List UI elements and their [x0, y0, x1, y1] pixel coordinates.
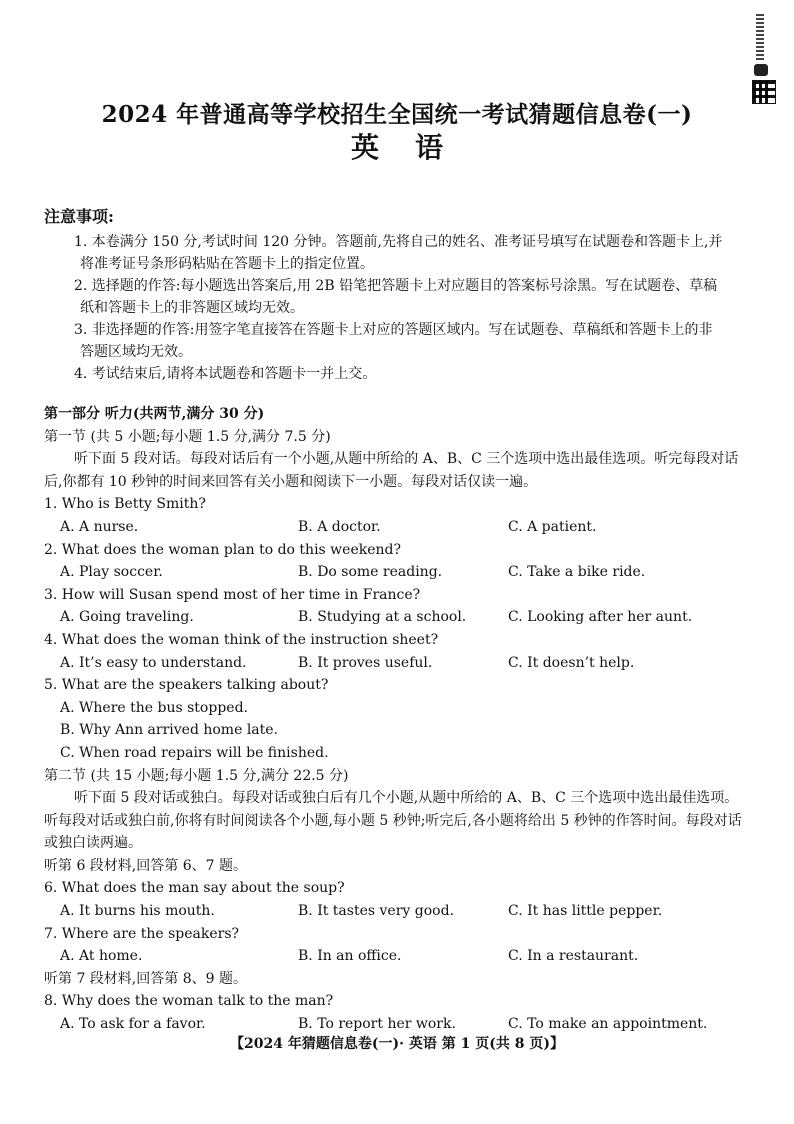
material-label: 听第 6 段材料,回答第 6、7 题。	[44, 857, 247, 874]
question-text: 2. What does the woman plan to do this weekend?	[44, 541, 401, 558]
question-text: 8. Why does the woman talk to the man?	[44, 993, 334, 1010]
option-b: B. It tastes very good.	[298, 903, 454, 920]
qr-side-text	[756, 14, 764, 62]
option-c: C. A patient.	[508, 518, 597, 535]
exam-title: 2024 年普通高等学校招生全国统一考试猜题信息卷(一)	[101, 101, 693, 128]
option-b: B. Studying at a school.	[298, 609, 467, 626]
option-c: C. Looking after her aunt.	[508, 609, 693, 626]
question-text: 5. What are the speakers talking about?	[44, 677, 329, 694]
option-c: C. When road repairs will be finished.	[60, 744, 329, 761]
qr-code-strip	[752, 14, 778, 100]
option-c: C. It doesn’t help.	[508, 654, 635, 671]
question	[44, 990, 749, 1035]
option-b: B. Do some reading.	[298, 564, 443, 581]
note-item: 2. 选择题的作答:每小题选出答案后,用 2B 铅笔把答题卡上对应题目的答案标号涂黑。写在试题卷、草稿纸和答题卡上的非答题区域均无效。	[74, 278, 718, 316]
option-c: C. It has little pepper.	[508, 903, 663, 920]
question-text: 4. What does the woman think of the instruction sheet?	[44, 631, 439, 648]
option-a: A. Where the bus stopped.	[60, 699, 248, 716]
section-heading: 第二节 (共 15 小题;每小题 1.5 分,满分 22.5 分)	[44, 767, 349, 784]
note-item: 1. 本卷满分 150 分,考试时间 120 分钟。答题前,先将自己的姓名、准考证号填写在试题卷和答题卡上,并将准考证号条形码粘贴在答题卡上的指定位置。	[74, 234, 723, 272]
question-text: 1. Who is Betty Smith?	[44, 496, 206, 513]
option-a: A. Going traveling.	[60, 609, 194, 626]
question	[44, 629, 749, 674]
option-c: C. Take a bike ride.	[508, 564, 646, 581]
option-a: A. To ask for a favor.	[60, 1016, 206, 1033]
option-a: A. At home.	[60, 948, 143, 965]
option-b: B. In an office.	[298, 948, 402, 965]
section-heading: 第一节 (共 5 小题;每小题 1.5 分,满分 7.5 分)	[44, 428, 331, 445]
app-badge-icon	[754, 64, 768, 76]
option-b: B. Why Ann arrived home late.	[60, 722, 279, 739]
option-b: B. It proves useful.	[298, 654, 433, 671]
option-a: A. It burns his mouth.	[60, 903, 215, 920]
option-a: A. A nurse.	[60, 518, 139, 535]
question	[44, 493, 749, 538]
question	[44, 584, 749, 629]
subject-title: 英语	[350, 131, 479, 164]
question	[44, 877, 749, 922]
section-instructions: 听下面 5 段对话。每段对话后有一个小题,从题中所给的 A、B、C 三个选项中选出最佳选项。听完每段对话后,你都有 10 秒钟的时间来回答有关小题和阅读下一小题。每段对话仅读一遍。	[44, 451, 739, 490]
option-c: C. To make an appointment.	[508, 1016, 708, 1033]
question	[44, 674, 749, 764]
notes-heading: 注意事项:	[44, 207, 114, 226]
material-label: 听第 7 段材料,回答第 8、9 题。	[44, 970, 247, 987]
question-text: 3. How will Susan spend most of her time in France?	[44, 586, 421, 603]
option-a: A. It’s easy to understand.	[60, 654, 247, 671]
question	[44, 539, 749, 584]
question-text: 7. Where are the speakers?	[44, 925, 240, 942]
note-item: 4. 考试结束后,请将本试题卷和答题卡一并上交。	[74, 366, 377, 382]
option-b: B. To report her work.	[298, 1016, 456, 1033]
note-item: 3. 非选择题的作答:用签字笔直接答在答题卡上对应的答题区域内。写在试题卷、草稿纸和答题卡上的非答题区域均无效。	[74, 322, 713, 360]
option-b: B. A doctor.	[298, 518, 381, 535]
listening-part	[44, 403, 749, 1036]
part-heading: 第一部分 听力(共两节,满分 30 分)	[44, 406, 265, 422]
option-a: A. Play soccer.	[60, 564, 163, 581]
question	[44, 923, 749, 968]
question-text: 6. What does the man say about the soup?	[44, 880, 345, 897]
exam-notes	[44, 204, 724, 385]
option-c: C. In a restaurant.	[508, 948, 639, 965]
page-footer: 【2024 年猜题信息卷(一)· 英语 第 1 页(共 8 页)】	[230, 1036, 564, 1052]
section-instructions: 听下面 5 段对话或独白。每段对话或独白后有几个小题,从题中所给的 A、B、C 三个选项中选出最佳选项。听每段对话或独白前,你将有时间阅读各个小题,每小题 5 秒钟;听完后,各小题将给出 5 秒钟的作答时间。每段对话或独白读两遍。	[44, 790, 742, 852]
